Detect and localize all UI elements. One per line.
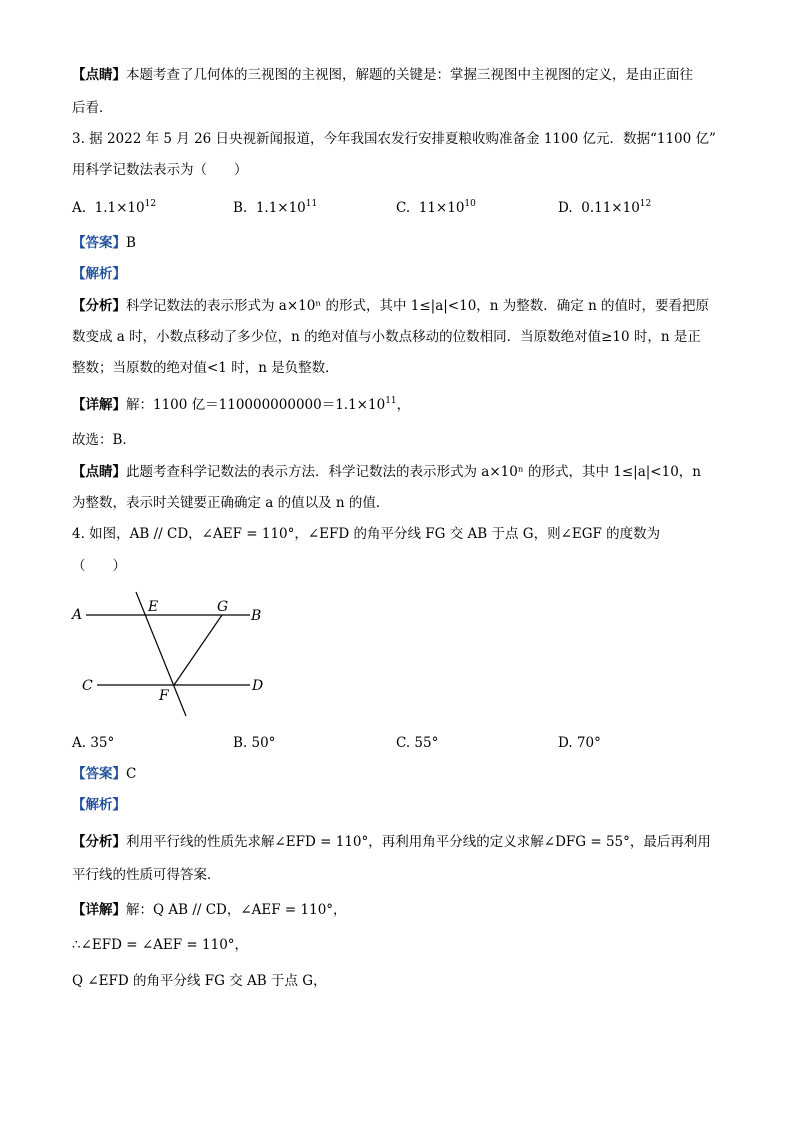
q3-stem-line-2: 用科学记数法表示为（ ） — [72, 162, 248, 178]
fenxi-tag: 【分析】 — [72, 298, 126, 314]
label-d: D — [252, 678, 264, 694]
answer-value: B — [126, 235, 136, 251]
q4-step-3: Q ∠EFD 的角平分线 FG 交 AB 于点 G， — [72, 973, 327, 989]
q3-fenxi-line-1: 【分析】科学记数法的表示形式为 a×10ⁿ 的形式，其中 1≤|a|<10，n 为整数．确定 n 的值时，要看把原 — [72, 298, 710, 314]
q3-answer — [72, 234, 136, 252]
q4-option-b: B. 50° — [233, 735, 276, 751]
answer-value: C — [126, 766, 137, 782]
dianjing-tag: 【点睛】 — [72, 464, 126, 480]
q3-jiexi-heading: 【解析】 — [72, 266, 126, 282]
q4-jiexi-heading: 【解析】 — [72, 797, 126, 813]
q4-xiangjie: 【详解】解：Q AB // CD，∠AEF = 110°， — [72, 902, 347, 918]
dianjing-text-1: 本题考查了几何体的三视图的主视图，解题的关键是：掌握三视图中主视图的定义，是由正面往 — [126, 67, 693, 83]
fenxi-tag: 【分析】 — [72, 834, 126, 850]
dianjing-text-2: 后看． — [72, 100, 113, 116]
q3-stem-line-1: 3. 据 2022 年 5 月 26 日央视新闻报道，今年我国农发行安排夏粮收购准备金 1100 亿元．数据“1100 亿” — [72, 131, 716, 147]
q3-guxuan: 故选：B． — [72, 432, 136, 448]
q3-fenxi-line-3: 整数；当原数的绝对值<1 时，n 是负整数． — [72, 360, 339, 376]
q4-fenxi-line-1: 【分析】利用平行线的性质先求解∠EFD = 110°，再利用角平分线的定义求解∠DFG = 55°，最后再利用 — [72, 834, 711, 850]
line-fg — [174, 615, 222, 685]
q4-option-c: C. 55° — [396, 735, 439, 751]
q3-option-c: C. $11\times 10^{10}$ — [396, 199, 476, 216]
label-f: F — [159, 688, 169, 704]
q4-option-d: D. 70° — [558, 735, 601, 751]
xiangjie-tag: 【详解】 — [72, 902, 126, 918]
answer-tag: 【答案】 — [72, 766, 126, 782]
q3-option-b: B. $1.1\times 10^{11}$ — [233, 199, 318, 216]
q3-dianjing-line-1: 【点睛】此题考查科学记数法的表示方法．科学记数法的表示形式为 a×10ⁿ 的形式，其中 1≤|a|<10，n — [72, 464, 701, 480]
dianjing-tag: 【点睛】 — [72, 67, 126, 83]
label-a: A — [72, 607, 83, 623]
q3-option-a: A. $1.1\times 10^{12}$ — [72, 199, 157, 216]
label-b: B — [251, 608, 262, 624]
answer-tag: 【答案】 — [72, 235, 126, 251]
label-c: C — [82, 678, 93, 694]
q4-step-2: ∴∠EFD = ∠AEF = 110°， — [72, 937, 249, 953]
xiangjie-tag: 【详解】 — [72, 397, 126, 413]
label-e: E — [148, 599, 159, 615]
q3-fenxi-line-2: 数变成 a 时，小数点移动了多少位，n 的绝对值与小数点移动的位数相同．当原数绝对值≥10 时，n 是正 — [72, 329, 701, 345]
q4-answer — [72, 765, 136, 783]
q3-dianjing-line-2: 为整数，表示时关键要正确确定 a 的值以及 n 的值． — [72, 495, 390, 511]
q4-stem-line-2: （ ） — [72, 558, 126, 574]
label-g: G — [217, 599, 229, 615]
q4-option-a: A. 35° — [72, 735, 115, 751]
dianjing-paragraph-line-1 — [72, 66, 693, 84]
q4-fenxi-line-2: 平行线的性质可得答案． — [72, 867, 221, 883]
parallel-lines-figure — [70, 588, 270, 720]
q3-option-d: D. $0.11\times 10^{12}$ — [558, 199, 652, 216]
q3-xiangjie: 【详解】解：1100 亿$=110000000000=1.1\times 10^{11}$， — [72, 396, 411, 413]
q4-stem-line-1: 4. 如图，AB // CD，∠AEF = 110°，∠EFD 的角平分线 FG 交 AB 于点 G，则∠EGF 的度数为 — [72, 526, 661, 542]
